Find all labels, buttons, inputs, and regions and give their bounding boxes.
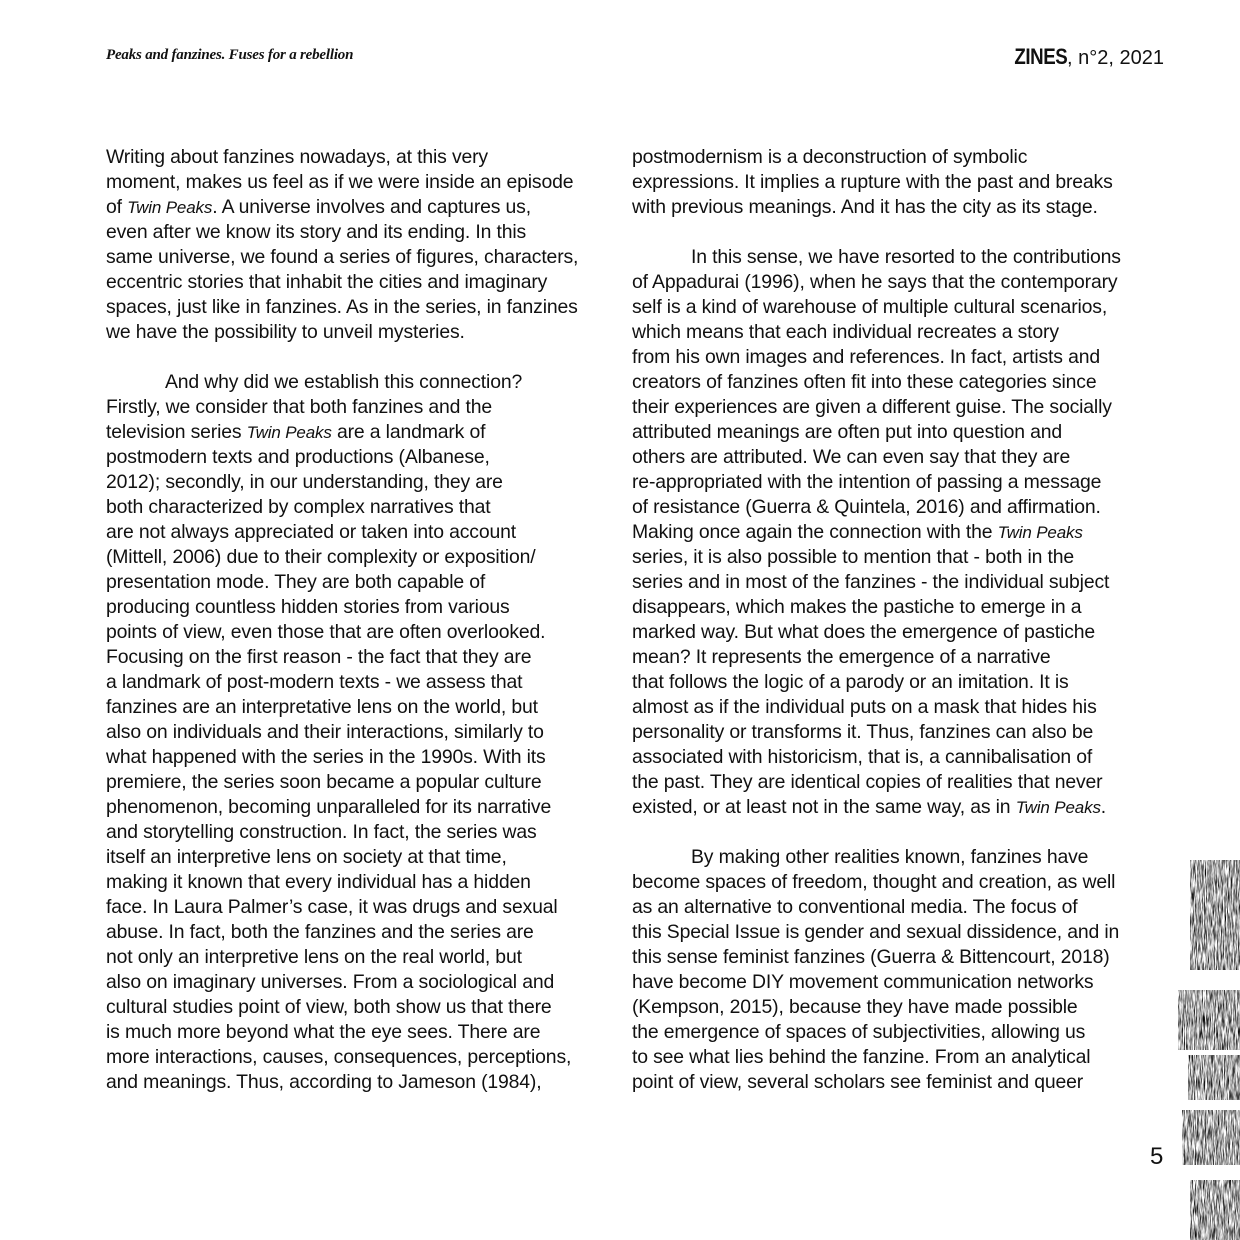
text-line: others are attributed. We can even say that they are [632, 446, 1071, 468]
right-column [632, 145, 1142, 1095]
text-line: existed, or at least not in the same way, as in Twin Peaks. [632, 796, 1107, 818]
text-line: from his own images and references. In fact, artists and [632, 346, 1100, 368]
text-line: eccentric stories that inhabit the cities and imaginary [106, 271, 548, 293]
journal-issue: , n°2, 2021 [1067, 47, 1164, 69]
italic-title: Twin Peaks [1015, 798, 1101, 817]
text-line: Focusing on the first reason - the fact that they are [106, 646, 532, 668]
text-line: almost as if the individual puts on a mask that hides his [632, 696, 1097, 718]
text-line: mean? It represents the emergence of a narrative [632, 646, 1051, 668]
text-line [106, 345, 616, 370]
text-line: In this sense, we have resorted to the contributions [691, 246, 1121, 268]
text-line: expressions. It implies a rupture with the past and breaks [632, 171, 1113, 193]
text-line: the emergence of spaces of subjectivities, allowing us [632, 1021, 1086, 1043]
text-line: not only an interpretive lens on the real world, but [106, 946, 522, 968]
text-line [632, 820, 1142, 845]
text-line: their experiences are given a different guise. The socially [632, 396, 1112, 418]
text-line: marked way. But what does the emergence of pastiche [632, 621, 1096, 643]
italic-title: Twin Peaks [997, 523, 1083, 542]
text-line: presentation mode. They are both capable of [106, 571, 486, 593]
text-line: abuse. In fact, both the fanzines and the series are [106, 921, 534, 943]
text-line: this Special Issue is gender and sexual dissidence, and in [632, 921, 1120, 943]
text-line: is much more beyond what the eye sees. There are [106, 1021, 541, 1043]
running-title: Peaks and fanzines. Fuses for a rebellion [106, 47, 354, 63]
text-line: making it known that every individual has a hidden [106, 871, 531, 893]
text-line: also on individuals and their interactions, similarly to [106, 721, 544, 743]
text-line: postmodern texts and productions (Albanese, [106, 446, 490, 468]
text-line: 2012); secondly, in our understanding, they are [106, 471, 503, 493]
text-line: also on imaginary universes. From a sociological and [106, 971, 555, 993]
journal-brand: ZINES [1014, 44, 1068, 69]
text-line: personality or transforms it. Thus, fanzines can also be [632, 721, 1094, 743]
text-line: (Kempson, 2015), because they have made possible [632, 996, 1078, 1018]
italic-title: Twin Peaks [127, 198, 213, 217]
text-line: And why did we establish this connection? [165, 371, 523, 393]
text-line: are not always appreciated or taken into account [106, 521, 516, 543]
text-line: of Appadurai (1996), when he says that the contemporary [632, 271, 1118, 293]
text-line: same universe, we found a series of figures, characters, [106, 246, 579, 268]
text-line: to see what lies behind the fanzine. From an analytical [632, 1046, 1091, 1068]
text-line: become spaces of freedom, thought and creation, as well [632, 871, 1116, 893]
text-line [632, 220, 1142, 245]
text-line: as an alternative to conventional media. The focus of [632, 896, 1078, 918]
text-line: series, it is also possible to mention that - both in the [632, 546, 1074, 568]
text-line: that follows the logic of a parody or an imitation. It is [632, 671, 1069, 693]
text-line: moment, makes us feel as if we were inside an episode [106, 171, 574, 193]
text-line: point of view, several scholars see feminist and queer [632, 1071, 1084, 1093]
text-line: this sense feminist fanzines (Guerra & Bittencourt, 2018) [632, 946, 1110, 968]
text-line: attributed meanings are often put into question and [632, 421, 1063, 443]
text-line: face. In Laura Palmer’s case, it was drugs and sexual [106, 896, 558, 918]
text-line: fanzines are an interpretative lens on the world, but [106, 696, 538, 718]
text-line: disappears, which makes the pastiche to emerge in a [632, 596, 1082, 618]
text-line: more interactions, causes, consequences, perceptions, [106, 1046, 572, 1068]
text-line: we have the possibility to unveil mysteries. [106, 321, 465, 343]
text-line: both characterized by complex narratives that [106, 496, 491, 518]
text-line: associated with historicism, that is, a cannibalisation of [632, 746, 1093, 768]
text-line: Firstly, we consider that both fanzines and the [106, 396, 492, 418]
text-line: and meanings. Thus, according to Jameson (1984), [106, 1071, 542, 1093]
text-line: premiere, the series soon became a popular culture [106, 771, 542, 793]
text-line: points of view, even those that are often overlooked. [106, 621, 546, 643]
text-line: re-appropriated with the intention of passing a message [632, 471, 1102, 493]
text-line: cultural studies point of view, both show us that there [106, 996, 552, 1018]
page-number: 5 [1150, 1143, 1164, 1170]
ink-brush-decoration [1160, 840, 1240, 1240]
text-line: with previous meanings. And it has the city as its stage. [632, 196, 1098, 218]
text-line: producing countless hidden stories from various [106, 596, 510, 618]
text-line: television series Twin Peaks are a landmark of [106, 421, 486, 443]
text-line: a landmark of post-modern texts - we assess that [106, 671, 523, 693]
text-line: spaces, just like in fanzines. As in the series, in fanzines [106, 296, 578, 318]
text-line: have become DIY movement communication networks [632, 971, 1094, 993]
text-line: even after we know its story and its ending. In this [106, 221, 527, 243]
text-line: By making other realities known, fanzines have [691, 846, 1089, 868]
text-line: and storytelling construction. In fact, the series was [106, 821, 537, 843]
text-line: Making once again the connection with the Twin Peaks [632, 521, 1083, 543]
text-line: Writing about fanzines nowadays, at this very [106, 146, 488, 168]
text-line: creators of fanzines often fit into these categories since [632, 371, 1097, 393]
text-line: postmodernism is a deconstruction of symbolic [632, 146, 1028, 168]
italic-title: Twin Peaks [246, 423, 332, 442]
text-line: what happened with the series in the 1990s. With its [106, 746, 546, 768]
text-line: self is a kind of warehouse of multiple cultural scenarios, [632, 296, 1108, 318]
text-line: series and in most of the fanzines - the individual subject [632, 571, 1110, 593]
journal-label [1005, 44, 1164, 70]
text-line: of Twin Peaks. A universe involves and captures us, [106, 196, 531, 218]
text-line: the past. They are identical copies of realities that never [632, 771, 1103, 793]
text-line: which means that each individual recreates a story [632, 321, 1059, 343]
text-line: phenomenon, becoming unparalleled for its narrative [106, 796, 552, 818]
text-line: (Mittell, 2006) due to their complexity or exposition/ [106, 546, 536, 568]
left-column [106, 145, 616, 1095]
text-line: of resistance (Guerra & Quintela, 2016) and affirmation. [632, 496, 1101, 518]
text-line: itself an interpretive lens on society at that time, [106, 846, 507, 868]
